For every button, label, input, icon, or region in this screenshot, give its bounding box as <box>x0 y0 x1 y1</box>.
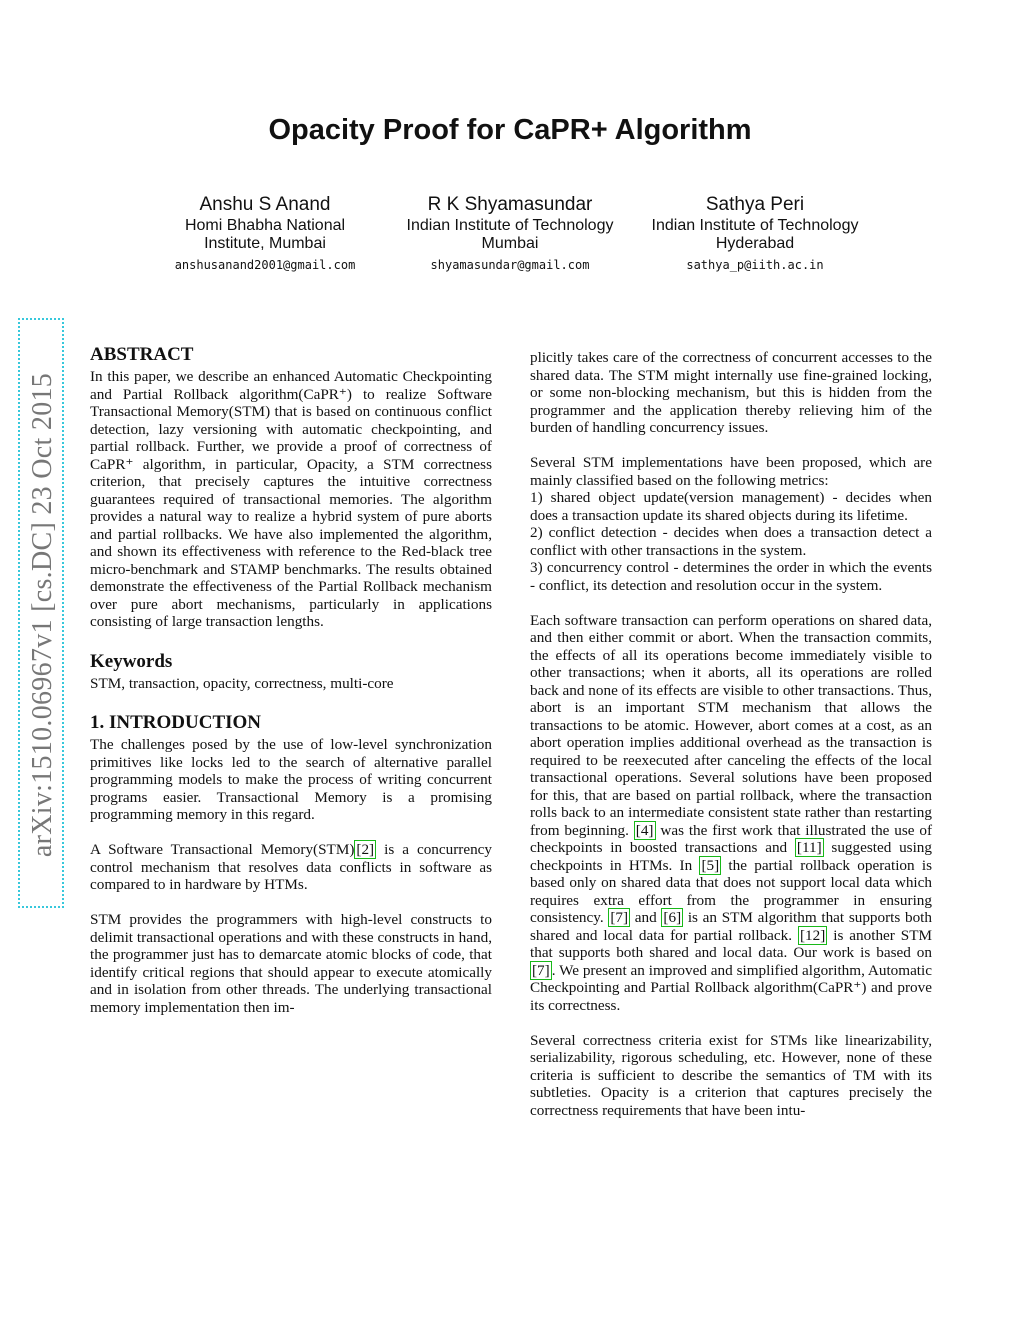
text-run: A Software Transactional Memory(STM) <box>90 841 355 858</box>
author-affiliation: Homi Bhabha National <box>184 217 346 234</box>
abstract-text: In this paper, we describe an enhanced Automatic Checkpointing and Partial Rollback algorithm(CaPR⁺) to realize Software Transactional Memory(STM) that is based on continuous conflict detection, lazy versioning with automatic checkpointing, and partial rollback. Further, we provide a proof of correctness of CaPR⁺ algorithm, in particular, Opacity, a STM correctness criterion, that precisely captures the intuitive correctness guarantees required of transactional memories. The algorithm provides a natural way to realize a hybrid system of pure aborts and partial rollbacks. We have also implemented the algorithm, and shown its effectiveness with reference to the Red-black tree micro-benchmark and STAMP benchmarks. The results obtained demonstrate the effectiveness of the Partial Rollback mechanism over pure abort mechanisms, particularly in applications consisting of large transaction lengths. <box>90 368 492 630</box>
text-run: was the first work that illustrated the use of checkpoints in boosted transactions and <box>530 821 933 856</box>
text-run: is an STM algorithm that supports both shared and local data for partial rollback. <box>530 909 932 944</box>
arxiv-stamp <box>18 318 64 908</box>
citation-link[interactable]: [4] <box>635 821 654 839</box>
author-affiliation: Indian Institute of Technology <box>406 217 614 234</box>
introduction-heading: 1. INTRODUCTION <box>90 712 262 733</box>
text-run: the partial rollback operation is based only on shared data that does not support local data which requires extra effort from the programmer in ensuring consistency. <box>530 856 932 926</box>
citation-link[interactable]: [6] <box>663 909 682 926</box>
author-affiliation: Indian Institute of Technology <box>651 217 859 234</box>
citation-link[interactable]: [5] <box>701 856 720 874</box>
text-run: . We present an improved and simplified algorithm, Automatic Checkpointing and Partial Rollback algorithm(CaPR⁺) and prove its correctness. <box>530 961 932 1014</box>
author-email[interactable]: anshusanand2001@gmail.com <box>174 258 356 272</box>
intro-paragraph-3: STM provides the programmers with high-level constructs to delimit transactional operations and with these constructs in hand, the programmer just has to demarcate atomic blocks of code, that identify critical regions that should appear to execute atomically and in isolation from other threads. The underlying transactional memory implementation then im- <box>90 911 492 1016</box>
author-email[interactable]: shyamasundar@gmail.com <box>430 258 590 272</box>
right-column <box>530 349 932 1119</box>
text-run: Each software transaction can perform operations on shared data, and then either commit or abort. When the transaction commits, the effects of all its operations become immediately visible to other transactions; when it aborts, all its operations are rolled back and none of its effects are visible to other transactions. Thus, abort is an important STM mechanism that allows the transactions to be atomic. However, abort comes at a cost, as an abort operation implies additional overhead as the transaction is required to be reexecuted after canceling the effects of the local transactional operations. Several solutions have been proposed for this, that are based on partial rollback, where the transaction rolls back to an intermediate consistent state rather than restarting from beginning. <box>530 611 932 839</box>
keywords-text: STM, transaction, opacity, correctness, multi-core <box>90 674 394 692</box>
metric-item-2: 2) conflict detection - decides when does a transaction detect a conflict with other transactions in the system. <box>530 524 932 559</box>
right-paragraph-1: plicitly takes care of the correctness of concurrent accesses to the shared data. The STM might internally use fine-grained locking, or some non-blocking mechanism, but this is hidden from the programmer and the application thereby relieving him of the burden of handling concurrency issues. <box>530 349 932 436</box>
text-run: suggested using checkpoints in HTMs. In <box>530 839 932 874</box>
author-block-1 <box>145 193 385 272</box>
text-run: is another STM that supports both shared and local data. Our work is based on <box>530 926 932 961</box>
arxiv-identifier: arXiv:1510.06967v1 [cs.DC] 23 Oct 2015 <box>27 372 58 858</box>
right-paragraph-3 <box>530 612 932 1015</box>
author-name: Sathya Peri <box>705 194 805 215</box>
citation-link[interactable]: [11] <box>796 839 822 856</box>
author-affiliation: Institute, Mumbai <box>204 235 326 252</box>
citation-link[interactable]: [7] <box>610 909 629 926</box>
author-block-3 <box>635 193 875 272</box>
citation-link[interactable]: [7] <box>532 961 550 979</box>
text-run: and <box>630 909 662 926</box>
intro-paragraph-1: The challenges posed by the use of low-level synchronization primitives like locks led to the search of alternative parallel programming models to make the process of writing concurrent programs easier. Transactional Memory is a promising programming memory in this regard. <box>90 736 492 823</box>
author-block-2 <box>390 193 630 272</box>
author-affiliation: Hyderabad <box>715 235 795 252</box>
text-run: is a concurrency control mechanism that resolves data conflicts in software as compared to in hardware by HTMs. <box>90 841 492 893</box>
intro-paragraph-2 <box>90 841 492 894</box>
metric-item-3: 3) concurrency control - determines the order in which the events - conflict, its detection and resolution occur in the system. <box>530 559 932 594</box>
abstract-heading: ABSTRACT <box>90 344 194 365</box>
author-affiliation: Mumbai <box>481 235 539 252</box>
right-paragraph-4: Several correctness criteria exist for STMs like linearizability, serializability, rigorous scheduling, etc. However, none of these criteria is sufficient to describe the semantics of TM with its subtleties. Opacity is a criterion that captures precisely the correctness requirements that have been intu- <box>530 1031 932 1119</box>
author-name: Anshu S Anand <box>199 194 331 215</box>
author-email[interactable]: sathya_p@iith.ac.in <box>686 258 824 272</box>
right-paragraph-2: Several STM implementations have been proposed, which are mainly classified based on the following metrics: <box>530 454 932 489</box>
author-name: R K Shyamasundar <box>427 194 593 215</box>
keywords-heading: Keywords <box>90 650 173 672</box>
citation-link[interactable]: [12] <box>799 926 826 944</box>
metric-item-1: 1) shared object update(version management) - decides when does a transaction update its shared objects during its lifetime. <box>530 489 932 524</box>
paper-title: Opacity Proof for CaPR+ Algorithm <box>268 114 752 146</box>
left-column <box>90 344 492 1016</box>
citation-link[interactable]: [2] <box>356 841 375 858</box>
